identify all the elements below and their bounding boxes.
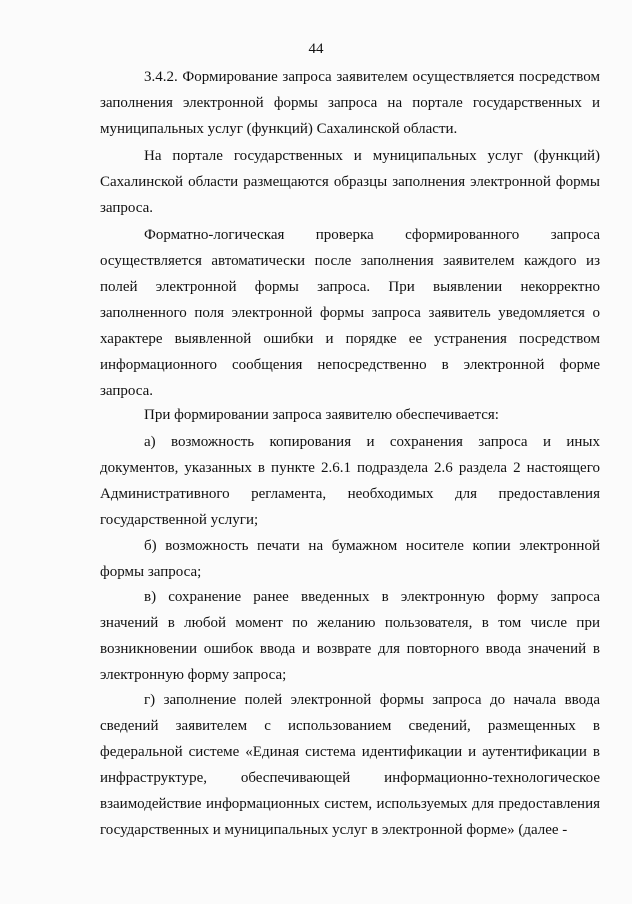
paragraph-item-v: в) сохранение ранее введенных в электронную форму запроса значений в любой момент по желанию пользователя, в том числе при возникновении ошибок ввода и возврате для повторного ввода значений в электронную форму запроса; (100, 589, 600, 683)
page-number: 44 (308, 41, 324, 57)
paragraph-item-a: а) возможность копирования и сохранения запроса и иных документов, указанных в пункте 2.6.1 подраздела 2.6 раздела 2 настоящего Административного регламента, необходимых для предоставления государственной услуги; (100, 434, 600, 528)
paragraph-provisions-intro: При формировании запроса заявителю обеспечивается: (144, 407, 499, 423)
paragraph-format-check: Форматно-логическая проверка сформированного запроса осуществляется автоматически после заполнения заявителем каждого из полей электронной формы запроса. При выявлении некорректно заполненного поля электронной формы запроса заявитель уведомляется о характере выявленной ошибки и порядке ее устранения посредством информационного сообщения непосредственно в электронной форме запроса. (100, 227, 600, 399)
paragraph-item-g: г) заполнение полей электронной формы запроса до начала ввода сведений заявителем с использованием сведений, размещенных в федеральной системе «Единая система идентификации и аутентификации в инфраструктуре, обеспечивающей информационно-технологическое взаимодействие информационных систем, используемых для предоставления государственных и муниципальных услуг в электронной форме» (далее - (100, 692, 600, 838)
paragraph-3-4-2: 3.4.2. Формирование запроса заявителем осуществляется посредством заполнения электронной формы запроса на портале государственных и муниципальных услуг (функций) Сахалинской области. (100, 69, 600, 137)
paragraph-item-b: б) возможность печати на бумажном носителе копии электронной формы запроса; (100, 538, 600, 580)
paragraph-portal-samples: На портале государственных и муниципальных услуг (функций) Сахалинской области размещаются образцы заполнения электронной формы запроса. (100, 148, 600, 216)
